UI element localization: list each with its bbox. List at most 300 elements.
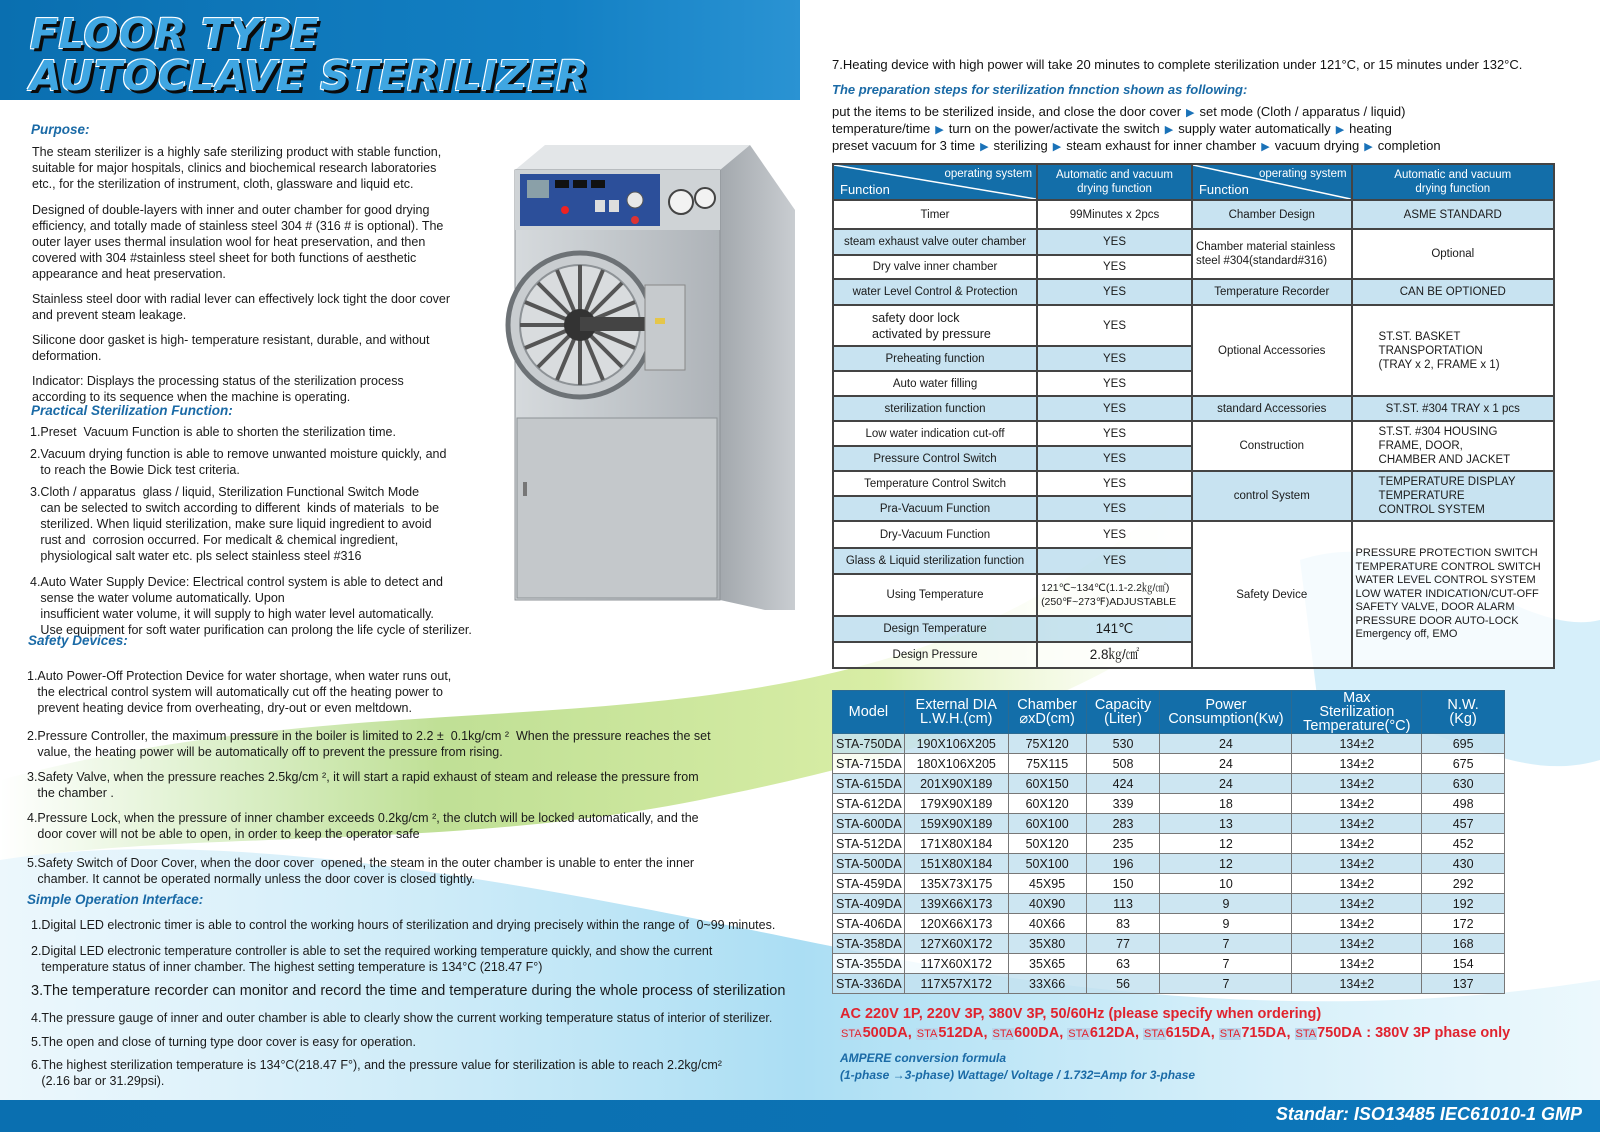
models-cell: 75X115: [1008, 754, 1086, 774]
safety-line: chamber. It cannot be operated normally unless the door cover is closed tightly.: [27, 872, 475, 886]
power-supply-note: AC 220V 1P, 220V 3P, 380V 3P, 50/60Hz (please specify when ordering): [840, 1006, 1322, 1022]
prep-step: completion: [1377, 138, 1441, 153]
operating-system-label: operating system: [944, 168, 1033, 180]
interface-item-4: 4.The pressure gauge of inner and outer chamber is able to clearly show the current working temperature status of interior of sterilizer.: [31, 1011, 773, 1025]
purpose-line: deformation.: [32, 349, 102, 363]
models-cell: 10: [1160, 874, 1292, 894]
spec-right-value-line: CONTROL SYSTEM: [1378, 504, 1485, 516]
spec-value-text: YES: [1103, 502, 1127, 515]
practical-line: 3.Cloth / apparatus glass / liquid, Sterilization Functional Switch Mode: [30, 485, 420, 499]
spec-value-cell: [1037, 616, 1192, 642]
spec-right-value-cell: [1352, 279, 1554, 305]
spec-right-function-text: Safety Device: [1236, 588, 1308, 601]
spec-function-cell: [833, 371, 1037, 396]
models-row: [833, 754, 1505, 774]
spec-value-text: YES: [1103, 261, 1127, 273]
models-row: [833, 874, 1505, 894]
spec-right-function-text: Chamber Design: [1228, 208, 1315, 221]
spec-right-function-cell: [1192, 471, 1352, 521]
spec-value-cell: [1037, 255, 1192, 279]
models-cell: 12: [1160, 834, 1292, 854]
practical-line: physiological salt water etc. pls select stainless steel #316: [30, 549, 362, 563]
models-header-cell: [833, 691, 905, 734]
models-cell: STA-355DA: [833, 954, 905, 974]
spec-header-row: [833, 164, 1554, 200]
models-cell: 60X100: [1008, 814, 1086, 834]
spec-value-text: YES: [1103, 555, 1127, 567]
models-cell: 35X65: [1008, 954, 1086, 974]
safety-item: [27, 810, 807, 842]
spec-right-value-line: TEMPERATURE: [1378, 490, 1465, 502]
models-cell: 134±2: [1292, 934, 1422, 954]
spec-row: [833, 305, 1554, 346]
models-header-line: (Kg): [1449, 711, 1477, 727]
spec-function-cell: [833, 496, 1037, 521]
header-value-line: Automatic and vacuum: [1394, 169, 1512, 181]
models-row: [833, 934, 1505, 954]
models-header-line: Temperature(°C): [1303, 718, 1411, 734]
models-cell: 530: [1086, 734, 1160, 754]
spec-value-text: YES: [1103, 427, 1127, 440]
arrow-icon: ▶: [1186, 107, 1195, 119]
spec-function-text: sterilization function: [884, 402, 986, 415]
header-value-line: drying function: [1077, 183, 1152, 195]
models-cell: STA-750DA: [833, 734, 905, 754]
spec-function-cell: [833, 346, 1037, 371]
models-cell: STA-358DA: [833, 934, 905, 954]
safety-line: the chamber .: [27, 786, 114, 800]
autoclave-machine-image: [505, 140, 810, 610]
spec-function-text: Glass & Liquid sterilization function: [845, 555, 1025, 567]
models-cell: 190X106X205: [904, 734, 1008, 754]
models-header-line: (Liter): [1104, 711, 1142, 727]
purpose-paragraph: [32, 332, 502, 364]
models-cell: 134±2: [1292, 954, 1422, 974]
safety-line: door cover will not be able to open, in order to keep the operator safe: [27, 827, 420, 841]
models-cell: STA-336DA: [833, 974, 905, 994]
models-cell: 56: [1086, 974, 1160, 994]
models-cell: 9: [1160, 914, 1292, 934]
spec-function-text: Low water indication cut-off: [865, 427, 1005, 440]
spec-value-cell: [1037, 346, 1192, 371]
models-cell: 457: [1422, 814, 1505, 834]
models-cell: STA-612DA: [833, 794, 905, 814]
spec-header-diagonal: [833, 164, 1037, 200]
models-cell: 168: [1422, 934, 1505, 954]
interface-item-2: 2.Digital LED electronic temperature controller is able to set the required working temperature quickly, and show the current temperature status of inner chamber. The highest setting temperature is 134°C (218.47 F°): [31, 944, 713, 974]
spec-function-cell: [833, 471, 1037, 496]
spec-right-function-cell: [1192, 521, 1352, 668]
spec-function-text: Timer: [920, 208, 950, 221]
prep-step-line: [832, 104, 1592, 121]
spec-right-value-cell: [1352, 396, 1554, 421]
models-cell: 430: [1422, 854, 1505, 874]
practical-line: to reach the Bowie Dick test criteria.: [30, 463, 240, 477]
spec-value-cell: [1037, 229, 1192, 255]
models-header-cell: [1292, 691, 1422, 734]
purpose-line: according to its sequence when the machine is operating.: [32, 390, 351, 404]
spec-right-value-line: ST.ST. BASKET: [1378, 330, 1461, 343]
title-line-1: FLOOR TYPE: [30, 10, 319, 58]
spec-function-cell: [833, 548, 1037, 574]
models-cell: 33X66: [1008, 974, 1086, 994]
spec-row: [833, 521, 1554, 548]
spec-right-value-cell: [1352, 305, 1554, 396]
function-label: Function: [840, 182, 890, 197]
spec-right-value-cell: [1352, 471, 1554, 521]
spec-function-text: Pressure Control Switch: [873, 452, 997, 465]
spec-value-text: YES: [1103, 377, 1127, 390]
models-cell: 283: [1086, 814, 1160, 834]
spec-function-cell: [833, 200, 1037, 229]
spec-right-value-line: Emergency off, EMO: [1355, 628, 1458, 641]
spec-value-text: YES: [1103, 477, 1127, 490]
models-header-cell: [1422, 691, 1505, 734]
spec-function-cell: [833, 305, 1037, 346]
spec-value-line: 121℃~134℃(1.1-2.2㎏/㎠): [1041, 582, 1170, 594]
standard-footer: Standar: ISO13485 IEC61010-1 GMP: [1275, 1104, 1582, 1124]
practical-item: [30, 446, 510, 478]
models-cell: 196: [1086, 854, 1160, 874]
models-cell: 134±2: [1292, 754, 1422, 774]
models-cell: STA-715DA: [833, 754, 905, 774]
spec-function-cell: [833, 255, 1037, 279]
model-prefix: STA: [1144, 1028, 1165, 1040]
models-cell: 117X57X172: [904, 974, 1008, 994]
models-cell: 134±2: [1292, 734, 1422, 754]
prep-step: vacuum drying: [1274, 138, 1360, 153]
models-table: [832, 690, 1505, 994]
model-prefix: STA: [841, 1028, 862, 1040]
models-cell: 180X106X205: [904, 754, 1008, 774]
spec-function-cell: [833, 396, 1037, 421]
spec-right-value-line: ST.ST. #304 HOUSING: [1378, 426, 1498, 438]
model-suffix: 750DA: [1317, 1025, 1363, 1041]
spec-right-value-cell: [1352, 200, 1554, 229]
spec-function-text: Design Pressure: [892, 649, 978, 661]
practical-line: rust and corrosion occurred. For medicalt & chemical ingredient,: [30, 533, 399, 547]
spec-row: [833, 200, 1554, 229]
models-cell: 134±2: [1292, 814, 1422, 834]
models-cell: 50X120: [1008, 834, 1086, 854]
safety-text: [27, 668, 807, 887]
safety-item: [27, 855, 807, 887]
title-line-2: AUTOCLAVE STERILIZER: [30, 52, 589, 100]
spec-value-cell: [1037, 521, 1192, 548]
models-cell: 630: [1422, 774, 1505, 794]
models-cell: 192: [1422, 894, 1505, 914]
spec-function-cell: [833, 521, 1037, 548]
prep-steps: [832, 104, 1592, 155]
models-header-line: Power: [1205, 697, 1247, 713]
prep-step: preset vacuum for 3 time: [832, 138, 976, 153]
interface-item-5: 5.The open and close of turning type door cover is easy for operation.: [31, 1035, 416, 1049]
safety-item: [27, 668, 807, 716]
models-cell: 113: [1086, 894, 1160, 914]
purpose-paragraph: [32, 144, 502, 192]
spec-value-cell: [1037, 471, 1192, 496]
models-cell: 134±2: [1292, 794, 1422, 814]
spec-value-cell: [1037, 200, 1192, 229]
models-cell: STA-500DA: [833, 854, 905, 874]
safety-line: 4.Pressure Lock, when the pressure of inner chamber exceeds 0.2kg/cm ², the clutch will be locked automatically, and the: [27, 811, 699, 825]
spec-value-text: 2.8㎏/㎠: [1089, 646, 1140, 662]
models-cell: 154: [1422, 954, 1505, 974]
models-cell: 134±2: [1292, 874, 1422, 894]
spec-value-cell: [1037, 446, 1192, 471]
header-value-line: drying function: [1415, 183, 1491, 195]
models-cell: STA-409DA: [833, 894, 905, 914]
models-cell: 137: [1422, 974, 1505, 994]
spec-right-value-line: (TRAY x 2, FRAME x 1): [1378, 358, 1500, 371]
models-cell: 7: [1160, 934, 1292, 954]
models-row: [833, 834, 1505, 854]
practical-line: 2.Vacuum drying function is able to remove unwanted moisture quickly, and: [30, 447, 447, 461]
models-cell: 83: [1086, 914, 1160, 934]
model-suffix: 500DA,: [862, 1025, 912, 1041]
purpose-line: suitable for major hospitals, clinics and biochemical research laboratories: [32, 161, 437, 175]
models-cell: 235: [1086, 834, 1160, 854]
model-suffix: 615DA,: [1165, 1025, 1215, 1041]
model-prefix: STA: [1295, 1028, 1317, 1040]
safety-item: [27, 728, 807, 760]
models-header-line: External DIA: [915, 697, 997, 713]
interface-item-3: 3.The temperature recorder can monitor and record the time and temperature during the whole process of sterilization: [31, 983, 786, 999]
spec-header-value: [1352, 164, 1554, 200]
practical-heading: Practical Sterilization Function:: [31, 403, 233, 418]
spec-right-value-line: TRANSPORTATION: [1378, 344, 1483, 357]
spec-right-function-text: control System: [1233, 490, 1310, 502]
models-cell: 134±2: [1292, 974, 1422, 994]
purpose-line: efficiency, and totally made of stainless steel 304 # (316 # is optional). The: [32, 219, 444, 233]
spec-row: [833, 471, 1554, 496]
prep-step: heating: [1349, 121, 1392, 136]
purpose-line: and prevent steam leakage.: [32, 308, 187, 322]
models-row: [833, 954, 1505, 974]
models-cell: STA-600DA: [833, 814, 905, 834]
prep-step: temperature/time: [832, 121, 931, 136]
model-prefix: STA: [992, 1028, 1014, 1040]
spec-right-value-line: ASME STANDARD: [1403, 208, 1502, 221]
purpose-line: etc., for the sterilization of instrument, cloth, glassware and liquid etc.: [32, 177, 414, 191]
spec-right-value-line: Optional: [1431, 248, 1475, 260]
models-row: [833, 794, 1505, 814]
models-header-cell: [1086, 691, 1160, 734]
models-cell: 40X66: [1008, 914, 1086, 934]
spec-value-cell: [1037, 371, 1192, 396]
models-row: [833, 774, 1505, 794]
spec-function-line: activated by pressure: [872, 326, 991, 341]
arrow-icon: ▶: [1261, 141, 1270, 153]
purpose-line: appearance and heat preservation.: [32, 267, 226, 281]
prep-step: sterilizing: [993, 138, 1048, 153]
models-cell: 127X60X172: [904, 934, 1008, 954]
interface-item-1: 1.Digital LED electronic timer is able to control the working hours of sterilization and drying precisely within the range of 0~99 minutes.: [31, 918, 776, 932]
spec-right-value-line: FRAME, DOOR,: [1378, 440, 1463, 452]
spec-header-value: [1037, 164, 1192, 200]
spec-right-value-line: TEMPERATURE CONTROL SWITCH: [1355, 560, 1541, 573]
models-cell: 24: [1160, 734, 1292, 754]
arrow-icon: ▶: [980, 141, 989, 153]
spec-right-value-line: CHAMBER AND JACKET: [1378, 454, 1511, 466]
practical-line: can be selected to switch according to different kinds of materials to be: [30, 501, 440, 515]
spec-value-text: YES: [1103, 236, 1127, 248]
models-header-line: N.W.: [1447, 697, 1479, 713]
models-row: [833, 894, 1505, 914]
safety-line: 3.Safety Valve, when the pressure reaches 2.5kg/cm ², it will start a rapid exhaust of steam and release the pressure from: [27, 770, 699, 784]
three-phase-models: [840, 1025, 1510, 1041]
purpose-line: Indicator: Displays the processing status of the sterilization process: [32, 374, 404, 388]
safety-heading: Safety Devices:: [28, 633, 128, 648]
spec-right-function-line: Chamber material stainless: [1195, 241, 1336, 253]
models-cell: 13: [1160, 814, 1292, 834]
safety-line: 2.Pressure Controller, the maximum pressure in the boiler is limited to 2.2 ± 0.1kg/cm ² When the pressure reaches the set: [27, 729, 711, 743]
practical-item: [30, 484, 510, 564]
practical-line: 4.Auto Water Supply Device: Electrical control system is able to detect and: [30, 575, 443, 589]
purpose-line: Silicone door gasket is high- temperature resistant, durable, and without: [32, 333, 430, 347]
models-cell: STA-459DA: [833, 874, 905, 894]
models-cell: 339: [1086, 794, 1160, 814]
models-row: [833, 814, 1505, 834]
models-cell: 60X120: [1008, 794, 1086, 814]
practical-text: [30, 424, 510, 638]
spec-function-line: safety door lock: [872, 310, 960, 325]
models-header-line: L.W.H.(cm): [919, 711, 993, 727]
spec-value-line: (250℉~273℉)ADJUSTABLE: [1041, 596, 1177, 608]
models-cell: 135X73X175: [904, 874, 1008, 894]
models-cell: 201X90X189: [904, 774, 1008, 794]
spec-row: [833, 229, 1554, 255]
spec-value-cell: [1037, 574, 1192, 616]
spec-right-function-cell: [1192, 305, 1352, 396]
spec-value-text: YES: [1103, 352, 1127, 365]
model-suffix: 715DA,: [1241, 1025, 1291, 1041]
purpose-paragraph: [32, 373, 502, 405]
models-cell: 292: [1422, 874, 1505, 894]
models-cell: 24: [1160, 774, 1292, 794]
spec-function-text: Temperature Control Switch: [864, 477, 1006, 490]
models-header-line: Max: [1343, 690, 1371, 706]
models-cell: 12: [1160, 854, 1292, 874]
safety-line: 5.Safety Switch of Door Cover, when the door cover opened, the steam in the outer chamber is unable to enter the inner: [27, 856, 695, 870]
spec-header-diagonal: [1192, 164, 1352, 200]
purpose-line: outer layer uses thermal insulation wool for heat preservation, and then: [32, 235, 426, 249]
spec-right-function-text: Temperature Recorder: [1214, 286, 1330, 298]
prep-heading: The preparation steps for sterilization fnnction shown as following:: [832, 82, 1248, 97]
arrow-icon: ▶: [1335, 124, 1345, 136]
spec-function-cell: [833, 279, 1037, 305]
models-cell: 151X80X184: [904, 854, 1008, 874]
spec-right-function-cell: [1192, 421, 1352, 471]
spec-function-text: Dry valve inner chamber: [872, 261, 998, 273]
models-cell: 150: [1086, 874, 1160, 894]
spec-right-function-text: standard Accessories: [1217, 402, 1327, 415]
spec-value-cell: [1037, 642, 1192, 668]
header-value-line: Automatic and vacuum: [1056, 169, 1173, 181]
spec-function-cell: [833, 616, 1037, 642]
practical-line: sense the water volume automatically. Upon: [30, 591, 285, 605]
spec-value-text: YES: [1103, 528, 1127, 541]
spec-row: [833, 396, 1554, 421]
spec-function-text: steam exhaust valve outer chamber: [843, 236, 1027, 248]
prep-step: steam exhaust for inner chamber: [1066, 138, 1257, 153]
prep-step-line: [832, 121, 1592, 138]
models-cell: STA-615DA: [833, 774, 905, 794]
models-header-cell: [904, 691, 1008, 734]
purpose-paragraph: [32, 291, 502, 323]
purpose-paragraph: [32, 202, 502, 282]
models-row: [833, 974, 1505, 994]
spec-right-value-cell: [1352, 229, 1554, 279]
arrow-icon: ▶: [1164, 124, 1174, 136]
practical-line: insufficient water volume, it will supply to high water level automatically.: [30, 607, 434, 621]
spec-right-value-cell: [1352, 421, 1554, 471]
models-cell: 134±2: [1292, 914, 1422, 934]
spec-right-value-line: CAN BE OPTIONED: [1399, 286, 1506, 298]
models-cell: 675: [1422, 754, 1505, 774]
spec-row: [833, 279, 1554, 305]
purpose-line: Stainless steel door with radial lever can effectively lock tight the door cover: [32, 292, 451, 306]
models-header-line: Consumption(Kw): [1168, 711, 1284, 727]
arrow-icon: ▶: [1364, 141, 1373, 153]
spec-right-value-line: SAFETY VALVE, DOOR ALARM: [1355, 601, 1515, 614]
prep-step: supply water automatically: [1178, 121, 1331, 136]
spec-function-text: Preheating function: [885, 352, 985, 365]
models-cell: STA-512DA: [833, 834, 905, 854]
models-cell: 24: [1160, 754, 1292, 774]
spec-right-function-cell: [1192, 396, 1352, 421]
models-cell: 171X80X184: [904, 834, 1008, 854]
prep-step: set mode (Cloth / apparatus / liquid): [1199, 104, 1406, 119]
spec-right-value-line: ST.ST. #304 TRAY x 1 pcs: [1385, 402, 1520, 415]
spec-table: [832, 163, 1555, 669]
practical-line: Use equipment for soft water purification can prolong the life cycle of sterilizer.: [30, 623, 472, 637]
spec-right-value-line: LOW WATER INDICATION/CUT-OFF: [1355, 587, 1539, 600]
spec-function-cell: [833, 446, 1037, 471]
spec-right-value-line: TEMPERATURE DISPLAY: [1378, 476, 1516, 488]
models-cell: 9: [1160, 894, 1292, 914]
purpose-line: Designed of double-layers with inner and outer chamber for good drying: [32, 203, 430, 217]
spec-function-text: Design Temperature: [883, 623, 987, 635]
function-label: Function: [1198, 182, 1249, 197]
models-header-cell: [1008, 691, 1086, 734]
models-header-line: ⌀xD(cm): [1019, 711, 1075, 727]
spec-value-text: YES: [1103, 319, 1127, 332]
models-row: [833, 914, 1505, 934]
models-cell: 40X90: [1008, 894, 1086, 914]
arrow-icon: ▶: [935, 124, 944, 136]
heating-note: 7.Heating device with high power will take 20 minutes to complete sterilization under 121°C, or 15 minutes under 132°C.: [832, 57, 1523, 72]
spec-right-value-line: PRESSURE PROTECTION SWITCH: [1355, 547, 1538, 560]
spec-right-value-line: PRESSURE DOOR AUTO-LOCK: [1355, 614, 1519, 627]
spec-function-text: water Level Control & Protection: [852, 286, 1018, 298]
model-suffix: 612DA,: [1089, 1025, 1139, 1041]
models-cell: 134±2: [1292, 774, 1422, 794]
models-cell: 120X66X173: [904, 914, 1008, 934]
spec-right-function-cell: [1192, 279, 1352, 305]
models-cell: 7: [1160, 974, 1292, 994]
spec-function-text: Using Temperature: [886, 589, 984, 601]
models-cell: 60X150: [1008, 774, 1086, 794]
safety-item: [27, 769, 807, 801]
models-cell: 45X95: [1008, 874, 1086, 894]
safety-line: value, the heating power will be automatically off to prevent the pressure from rising.: [27, 745, 503, 759]
models-header-line: Sterilization: [1319, 704, 1395, 720]
prep-step: turn on the power/activate the switch: [948, 121, 1160, 136]
models-cell: 63: [1086, 954, 1160, 974]
operating-system-label: operating system: [1258, 168, 1347, 180]
model-suffix: 512DA,: [938, 1025, 988, 1041]
